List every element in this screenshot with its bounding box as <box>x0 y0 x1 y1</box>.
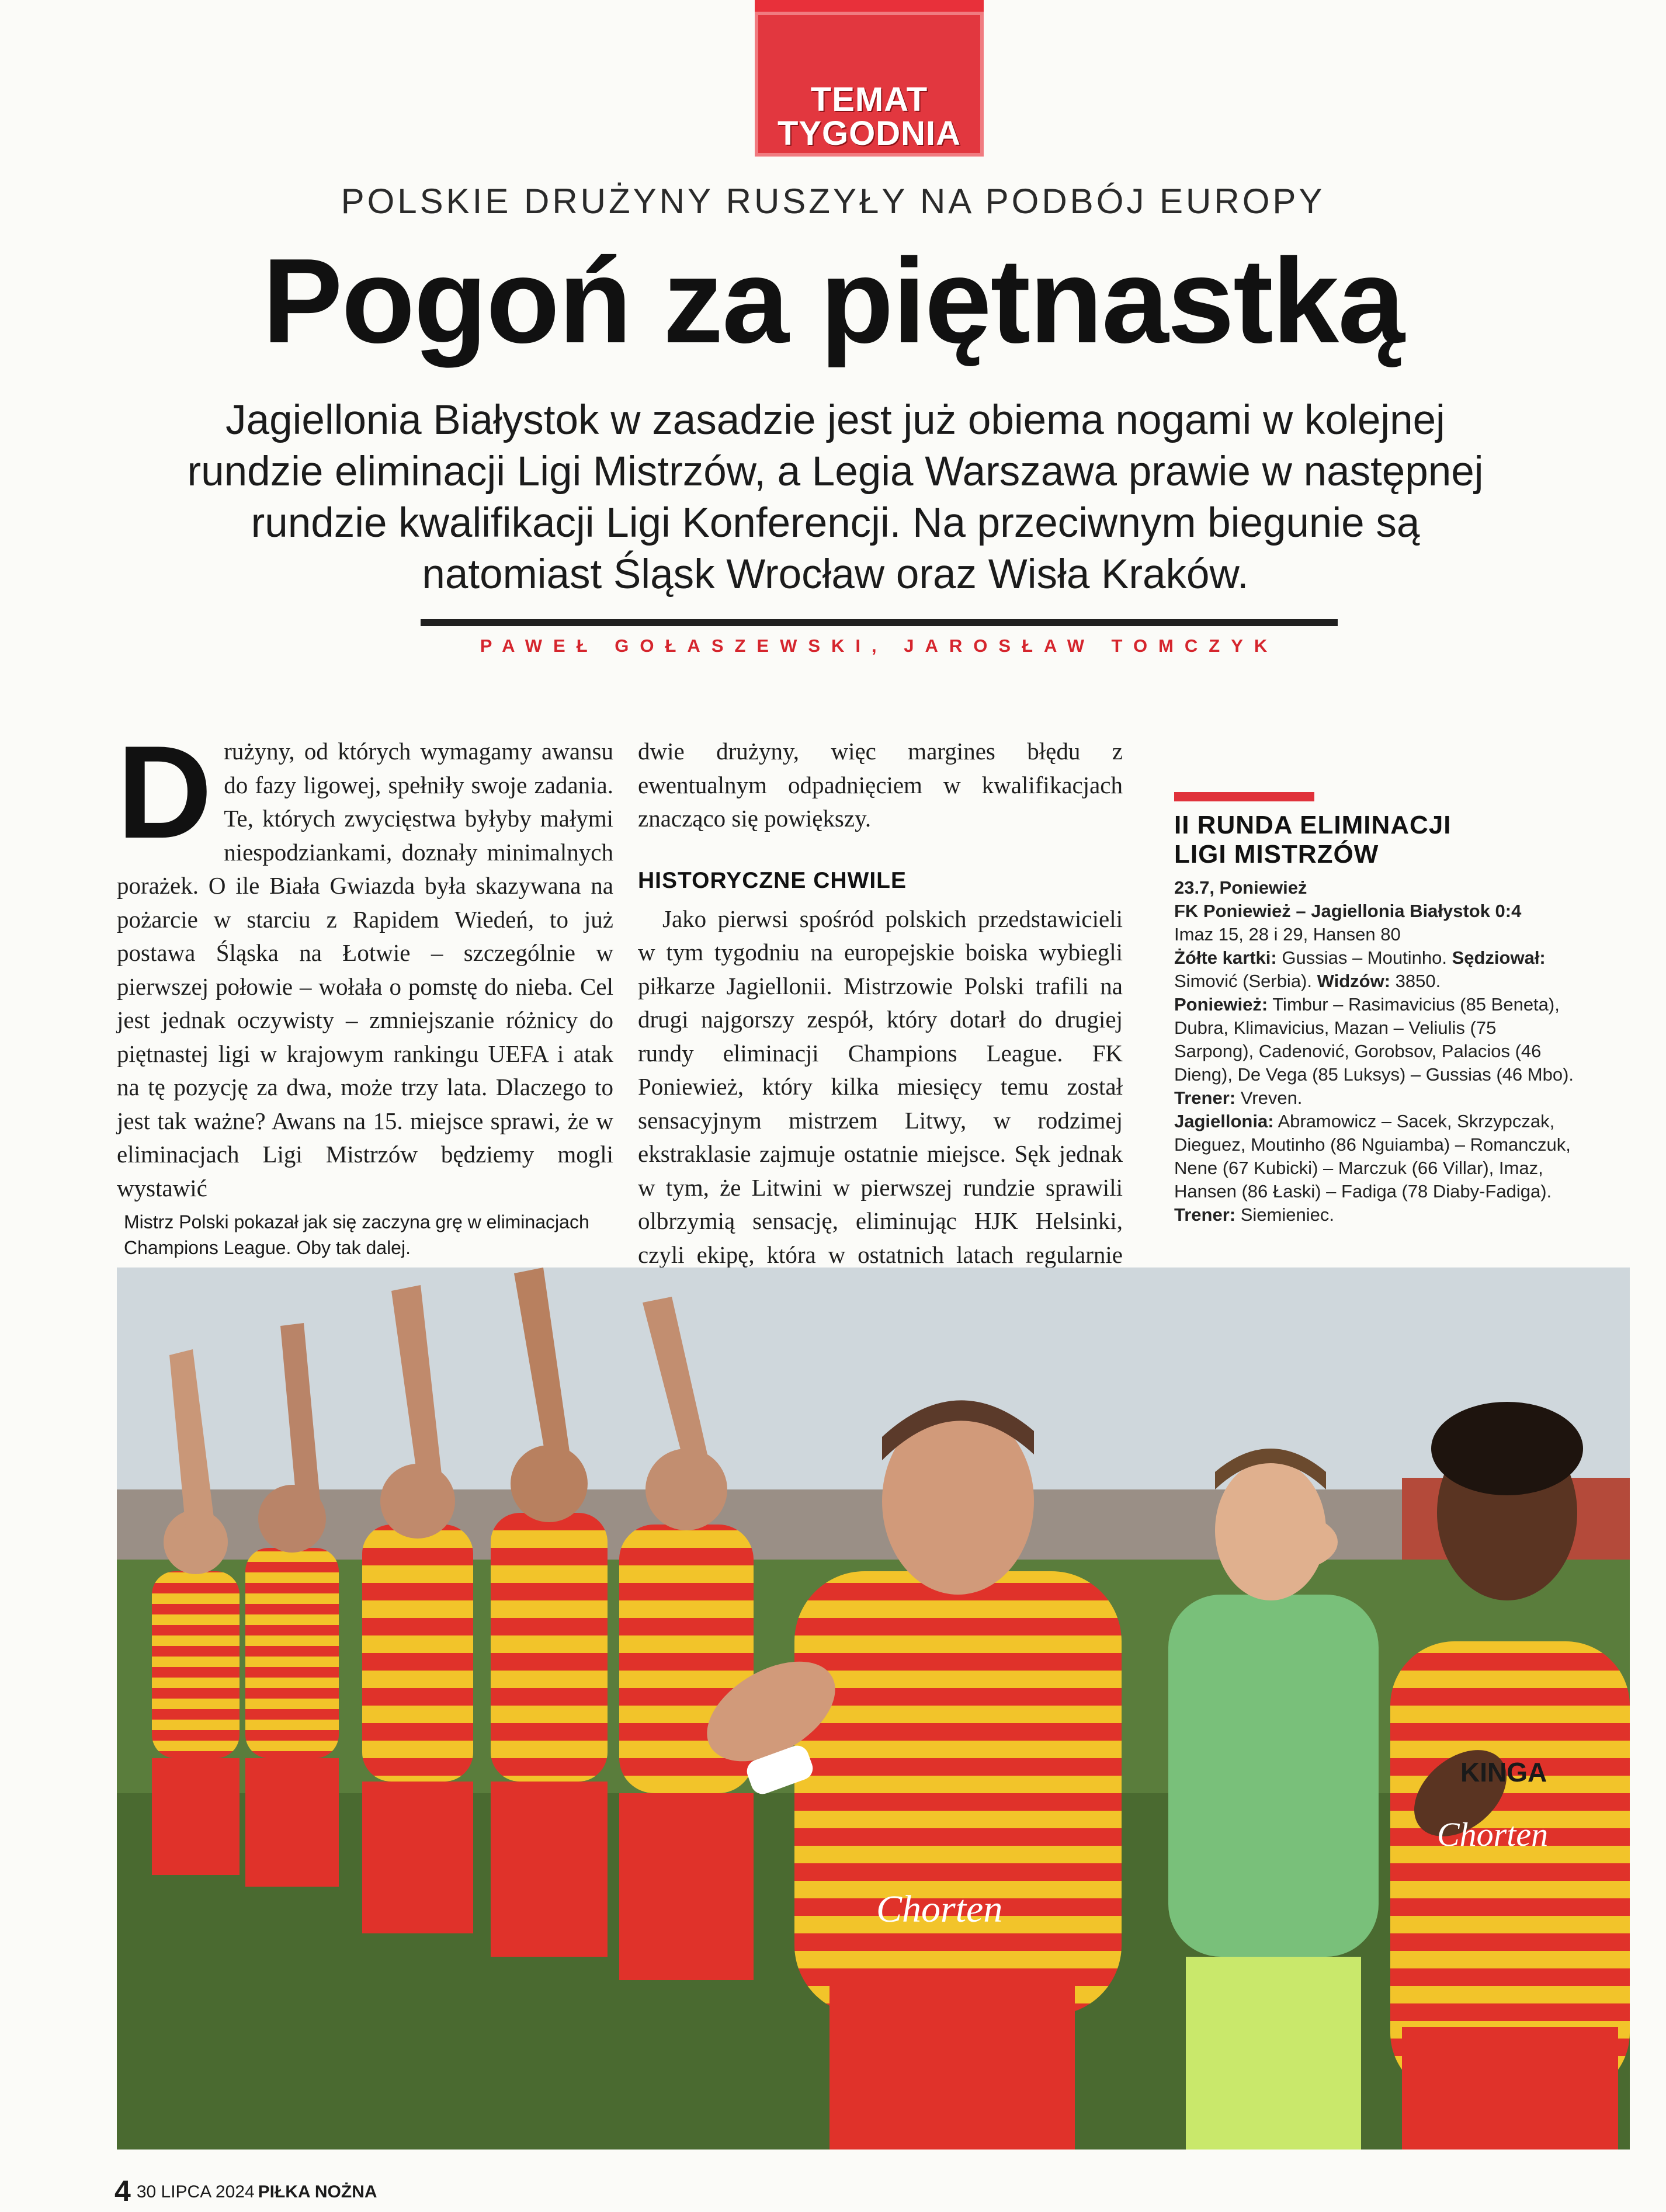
article-column-1 <box>117 718 613 1205</box>
shirt-sponsor-kinga: KINGA <box>1460 1757 1547 1787</box>
section-badge-tab <box>755 0 984 12</box>
photo-caption: Mistrz Polski pokazał jak się zaczyna grę w eliminacjach Champions League. Oby tak dalej. <box>124 1211 589 1258</box>
article-paragraph-1 <box>117 718 613 1205</box>
section-badge-text <box>755 83 984 151</box>
sidebar-title <box>1174 811 1583 869</box>
headline: Pogoń za piętnastką <box>262 234 1404 368</box>
lineup-team-2: Jagiellonia: Abramowicz – Sacek, Skrzypczak, Dieguez, Moutinho (86 Nguiamba) – Romanczuk, Nene (67 Kubicki) – Marczuk (66 Villar), Imaz, Hansen (86 Łaski) – Fadiga (78 Diaby-Fadiga). Trener: Siemieniec. <box>1174 1111 1571 1225</box>
section-line-2: TYGODNIA <box>777 114 962 152</box>
players-illustration <box>117 1268 1630 2150</box>
byline: PAWEŁ GOŁASZEWSKI, JAROSŁAW TOMCZYK <box>480 636 1279 656</box>
magazine-name: PIŁKA NOŻNA <box>258 2182 377 2201</box>
shirt-sponsor-main: Chorten <box>876 1888 1003 1930</box>
paragraph-1-text: rużyny, od których wymagamy awansu do fazy ligowej, spełniły swoje zadania. Te, których zwycięstwa byłyby małymi niespodziankami, doznały minimalnych porażek. O ile Biała Gwiazda była skazywana na pożarcie w starciu z Rapidem Wiedeń, to już postawa Śląska na Łotwie – szczególnie w pierwszej połowie – wołała o pomstę do nieba. Cel jest jednak oczywisty – zmniejszanie różnicy do piętnastej ligi w krajowym rankingu UEFA i atak na tę pozycję za dwa, może trzy lata. Dlaczego to jest tak ważne? Awans na 15. miejsce sprawi, że w eliminacjach Ligi Mistrzów będziemy mogli wystawić <box>117 738 613 1202</box>
match-scorers: Imaz 15, 28 i 29, Hansen 80 <box>1174 924 1401 944</box>
sidebar-title-line-1: II RUNDA ELIMINACJI <box>1174 811 1452 839</box>
lead-rule <box>421 619 1338 626</box>
sidebar-title-line-2: LIGI MISTRZÓW <box>1174 840 1379 869</box>
match-officials: Żółte kartki: Gussias – Moutinho. Sędziował: Simović (Serbia). Widzów: 3850. <box>1174 947 1546 991</box>
section-line-1: TEMAT <box>810 81 928 119</box>
match-result: FK Poniewież – Jagiellonia Białystok 0:4 <box>1174 901 1522 921</box>
lineup-team-1: Poniewież: Timbur – Rasimavicius (85 Beneta), Dubra, Klimavicius, Mazan – Veliulis (75 Sarpong), Cadenović, Gorobsov, Palacios (46 Dieng), De Vega (85 Luksys) – Gussias (46 Mbo). Trener: Vreven. <box>1174 994 1574 1108</box>
match-date-place: 23.7, Poniewież <box>1174 877 1307 898</box>
subheading: HISTORYCZNE CHWILE <box>638 867 907 893</box>
kicker: POLSKIE DRUŻYNY RUSZYŁY NA PODBÓJ EUROPY <box>341 182 1325 221</box>
issue-date: 30 LIPCA 2024 <box>136 2182 255 2201</box>
article-paragraph-2: Jako pierwsi spośród polskich przedstawicieli w tym tygodniu na europejskie boiska wybiegli piłkarze Jagiellonii. Mistrzowie Polski trafili na drugi najgorszy zespół, który dotarł do drugiej rundy eliminacji Champions League. FK Poniewież, który kilka miesięcy temu został sensacyjnym mistrzem Litwy, w rodzimej ekstraklasie zajmuje ostatnie miejsce. Sęk jednak w tym, że Litwini w pierwszej rundzie sprawili olbrzymią sensację, eliminując HJK Helsinki, czyli ekipę, która w ostatnich latach regularnie <box>638 905 1123 1268</box>
drop-cap: D <box>117 718 213 866</box>
team-photo <box>117 1268 1630 2150</box>
page-number: 4 <box>114 2175 131 2207</box>
paragraph-1-continuation: dwie drużyny, więc margines błędu z ewentualnym odpadnięciem w kwalifikacjach znacząco się powiększy. <box>638 738 1123 832</box>
sidebar-accent-bar <box>1174 792 1314 801</box>
sidebar-match-report <box>1174 876 1577 1227</box>
article-column-2 <box>638 735 1123 1339</box>
page-footer <box>114 2174 377 2208</box>
lead-paragraph: Jagiellonia Białystok w zasadzie jest już obiema nogami w kolejnej rundzie eliminacji Ligi Mistrzów, a Legia Warszawa prawie w następnej rundzie kwalifikacji Ligi Konferencji. Na przeciwnym biegunie są natomiast Śląsk Wrocław oraz Wisła Kraków. <box>187 397 1484 598</box>
shirt-sponsor-right: Chorten <box>1437 1815 1549 1853</box>
